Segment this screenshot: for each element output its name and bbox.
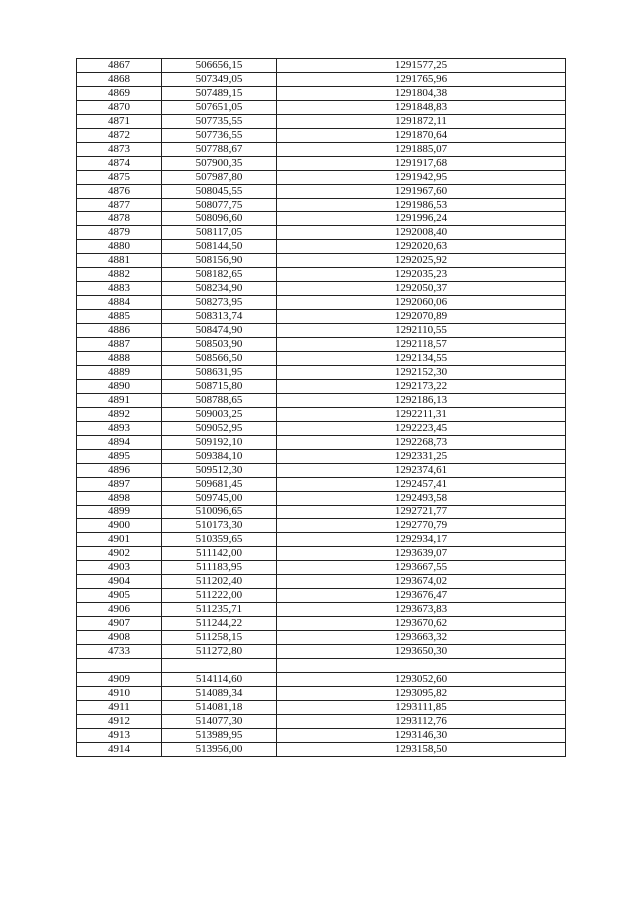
x-coordinate-cell: 511258,15 <box>162 631 277 645</box>
y-coordinate-cell: 1292374,61 <box>277 463 566 477</box>
table-row <box>77 128 566 142</box>
y-coordinate-cell: 1293674,02 <box>277 575 566 589</box>
x-coordinate-cell: 513956,00 <box>162 742 277 756</box>
y-coordinate-cell: 1293112,76 <box>277 714 566 728</box>
table-row <box>77 379 566 393</box>
point-number-cell: 4891 <box>77 393 162 407</box>
x-coordinate-cell: 513989,95 <box>162 728 277 742</box>
x-coordinate-cell: 511202,40 <box>162 575 277 589</box>
y-coordinate-cell: 1292025,92 <box>277 254 566 268</box>
point-number-cell: 4882 <box>77 268 162 282</box>
point-number-cell: 4899 <box>77 505 162 519</box>
point-number-cell: 4892 <box>77 407 162 421</box>
y-coordinate-cell: 1292934,17 <box>277 533 566 547</box>
table-row <box>77 463 566 477</box>
table-row <box>77 519 566 533</box>
x-coordinate-cell: 507736,55 <box>162 128 277 142</box>
table-row <box>77 212 566 226</box>
point-number-cell: 4872 <box>77 128 162 142</box>
point-number-cell: 4898 <box>77 491 162 505</box>
table-row <box>77 142 566 156</box>
x-coordinate-cell: 508156,90 <box>162 254 277 268</box>
x-coordinate-cell: 508144,50 <box>162 240 277 254</box>
table-row <box>77 114 566 128</box>
table-row <box>77 296 566 310</box>
y-coordinate-cell: 1291996,24 <box>277 212 566 226</box>
point-number-cell: 4873 <box>77 142 162 156</box>
x-coordinate-cell: 507987,80 <box>162 170 277 184</box>
y-coordinate-cell: 1292268,73 <box>277 435 566 449</box>
y-coordinate-cell: 1292211,31 <box>277 407 566 421</box>
point-number-cell: 4897 <box>77 477 162 491</box>
point-number-cell: 4910 <box>77 686 162 700</box>
point-number-cell: 4888 <box>77 352 162 366</box>
x-coordinate-cell: 509745,00 <box>162 491 277 505</box>
point-number-cell: 4884 <box>77 296 162 310</box>
x-coordinate-cell: 511244,22 <box>162 617 277 631</box>
x-coordinate-cell: 509192,10 <box>162 435 277 449</box>
point-number-cell: 4733 <box>77 645 162 659</box>
x-coordinate-cell: 508503,90 <box>162 338 277 352</box>
x-coordinate-cell: 509003,25 <box>162 407 277 421</box>
x-coordinate-cell: 507489,15 <box>162 86 277 100</box>
table-row <box>77 282 566 296</box>
y-coordinate-cell: 1291967,60 <box>277 184 566 198</box>
x-coordinate-cell: 507735,55 <box>162 114 277 128</box>
y-coordinate-cell: 1291942,95 <box>277 170 566 184</box>
y-coordinate-cell: 1291917,68 <box>277 156 566 170</box>
table-row <box>77 72 566 86</box>
table-row <box>77 561 566 575</box>
x-coordinate-cell <box>162 658 277 672</box>
y-coordinate-cell: 1291765,96 <box>277 72 566 86</box>
point-number-cell: 4904 <box>77 575 162 589</box>
x-coordinate-cell: 514089,34 <box>162 686 277 700</box>
y-coordinate-cell: 1292493,58 <box>277 491 566 505</box>
y-coordinate-cell: 1292110,55 <box>277 324 566 338</box>
y-coordinate-cell: 1291870,64 <box>277 128 566 142</box>
y-coordinate-cell: 1293650,30 <box>277 645 566 659</box>
x-coordinate-cell: 509384,10 <box>162 449 277 463</box>
table-row <box>77 547 566 561</box>
x-coordinate-cell: 508096,60 <box>162 212 277 226</box>
x-coordinate-cell: 511183,95 <box>162 561 277 575</box>
point-number-cell: 4909 <box>77 672 162 686</box>
point-number-cell: 4868 <box>77 72 162 86</box>
table-row <box>77 603 566 617</box>
y-coordinate-cell: 1292457,41 <box>277 477 566 491</box>
table-row <box>77 589 566 603</box>
x-coordinate-cell: 511142,00 <box>162 547 277 561</box>
point-number-cell: 4900 <box>77 519 162 533</box>
x-coordinate-cell: 510096,65 <box>162 505 277 519</box>
table-row <box>77 407 566 421</box>
coordinates-table <box>76 58 566 757</box>
x-coordinate-cell: 509052,95 <box>162 421 277 435</box>
table-row <box>77 658 566 672</box>
table-row <box>77 631 566 645</box>
point-number-cell: 4914 <box>77 742 162 756</box>
x-coordinate-cell: 511222,00 <box>162 589 277 603</box>
coordinates-table-body <box>77 59 566 757</box>
y-coordinate-cell: 1292186,13 <box>277 393 566 407</box>
x-coordinate-cell: 510173,30 <box>162 519 277 533</box>
point-number-cell: 4911 <box>77 700 162 714</box>
table-row <box>77 338 566 352</box>
y-coordinate-cell: 1293670,62 <box>277 617 566 631</box>
x-coordinate-cell: 509512,30 <box>162 463 277 477</box>
table-row <box>77 226 566 240</box>
table-row <box>77 352 566 366</box>
point-number-cell: 4875 <box>77 170 162 184</box>
point-number-cell: 4905 <box>77 589 162 603</box>
table-row <box>77 477 566 491</box>
y-coordinate-cell: 1291804,38 <box>277 86 566 100</box>
table-row <box>77 533 566 547</box>
y-coordinate-cell: 1293146,30 <box>277 728 566 742</box>
x-coordinate-cell: 514114,60 <box>162 672 277 686</box>
x-coordinate-cell: 507788,67 <box>162 142 277 156</box>
point-number-cell: 4885 <box>77 310 162 324</box>
y-coordinate-cell: 1292223,45 <box>277 421 566 435</box>
y-coordinate-cell: 1292721,77 <box>277 505 566 519</box>
point-number-cell: 4907 <box>77 617 162 631</box>
table-row <box>77 617 566 631</box>
x-coordinate-cell: 508045,55 <box>162 184 277 198</box>
x-coordinate-cell: 514077,30 <box>162 714 277 728</box>
y-coordinate-cell: 1293673,83 <box>277 603 566 617</box>
table-row <box>77 393 566 407</box>
x-coordinate-cell: 507900,35 <box>162 156 277 170</box>
x-coordinate-cell: 506656,15 <box>162 59 277 73</box>
y-coordinate-cell <box>277 658 566 672</box>
x-coordinate-cell: 508273,95 <box>162 296 277 310</box>
table-row <box>77 240 566 254</box>
point-number-cell: 4906 <box>77 603 162 617</box>
table-row <box>77 86 566 100</box>
point-number-cell: 4890 <box>77 379 162 393</box>
table-row <box>77 184 566 198</box>
table-row <box>77 100 566 114</box>
point-number-cell: 4895 <box>77 449 162 463</box>
point-number-cell: 4878 <box>77 212 162 226</box>
y-coordinate-cell: 1292331,25 <box>277 449 566 463</box>
x-coordinate-cell: 508234,90 <box>162 282 277 296</box>
point-number-cell: 4874 <box>77 156 162 170</box>
point-number-cell: 4879 <box>77 226 162 240</box>
table-row <box>77 268 566 282</box>
x-coordinate-cell: 508313,74 <box>162 310 277 324</box>
x-coordinate-cell: 508117,05 <box>162 226 277 240</box>
table-row <box>77 449 566 463</box>
point-number-cell: 4896 <box>77 463 162 477</box>
y-coordinate-cell: 1293639,07 <box>277 547 566 561</box>
table-row <box>77 324 566 338</box>
point-number-cell: 4889 <box>77 365 162 379</box>
y-coordinate-cell: 1293095,82 <box>277 686 566 700</box>
table-row <box>77 672 566 686</box>
y-coordinate-cell: 1293111,85 <box>277 700 566 714</box>
y-coordinate-cell: 1292770,79 <box>277 519 566 533</box>
point-number-cell: 4871 <box>77 114 162 128</box>
y-coordinate-cell: 1291577,25 <box>277 59 566 73</box>
table-row <box>77 700 566 714</box>
table-row <box>77 435 566 449</box>
x-coordinate-cell: 509681,45 <box>162 477 277 491</box>
table-row <box>77 421 566 435</box>
table-row <box>77 59 566 73</box>
table-row <box>77 254 566 268</box>
point-number-cell: 4869 <box>77 86 162 100</box>
table-row <box>77 686 566 700</box>
y-coordinate-cell: 1292008,40 <box>277 226 566 240</box>
x-coordinate-cell: 508077,75 <box>162 198 277 212</box>
point-number-cell: 4877 <box>77 198 162 212</box>
y-coordinate-cell: 1291872,11 <box>277 114 566 128</box>
x-coordinate-cell: 511272,80 <box>162 645 277 659</box>
y-coordinate-cell: 1292134,55 <box>277 352 566 366</box>
y-coordinate-cell: 1291986,53 <box>277 198 566 212</box>
point-number-cell <box>77 658 162 672</box>
y-coordinate-cell: 1292173,22 <box>277 379 566 393</box>
point-number-cell: 4901 <box>77 533 162 547</box>
point-number-cell: 4881 <box>77 254 162 268</box>
x-coordinate-cell: 508566,50 <box>162 352 277 366</box>
point-number-cell: 4908 <box>77 631 162 645</box>
y-coordinate-cell: 1291885,07 <box>277 142 566 156</box>
x-coordinate-cell: 510359,65 <box>162 533 277 547</box>
x-coordinate-cell: 508631,95 <box>162 365 277 379</box>
y-coordinate-cell: 1292050,37 <box>277 282 566 296</box>
x-coordinate-cell: 508715,80 <box>162 379 277 393</box>
point-number-cell: 4870 <box>77 100 162 114</box>
x-coordinate-cell: 507651,05 <box>162 100 277 114</box>
x-coordinate-cell: 508788,65 <box>162 393 277 407</box>
table-row <box>77 170 566 184</box>
point-number-cell: 4880 <box>77 240 162 254</box>
table-row <box>77 198 566 212</box>
y-coordinate-cell: 1293052,60 <box>277 672 566 686</box>
point-number-cell: 4893 <box>77 421 162 435</box>
y-coordinate-cell: 1293158,50 <box>277 742 566 756</box>
point-number-cell: 4887 <box>77 338 162 352</box>
y-coordinate-cell: 1293663,32 <box>277 631 566 645</box>
y-coordinate-cell: 1292035,23 <box>277 268 566 282</box>
x-coordinate-cell: 511235,71 <box>162 603 277 617</box>
point-number-cell: 4867 <box>77 59 162 73</box>
point-number-cell: 4894 <box>77 435 162 449</box>
x-coordinate-cell: 508474,90 <box>162 324 277 338</box>
y-coordinate-cell: 1293676,47 <box>277 589 566 603</box>
table-row <box>77 505 566 519</box>
point-number-cell: 4903 <box>77 561 162 575</box>
point-number-cell: 4883 <box>77 282 162 296</box>
y-coordinate-cell: 1292152,30 <box>277 365 566 379</box>
table-row <box>77 575 566 589</box>
y-coordinate-cell: 1293667,55 <box>277 561 566 575</box>
table-row <box>77 365 566 379</box>
point-number-cell: 4912 <box>77 714 162 728</box>
x-coordinate-cell: 507349,05 <box>162 72 277 86</box>
x-coordinate-cell: 508182,65 <box>162 268 277 282</box>
y-coordinate-cell: 1292060,06 <box>277 296 566 310</box>
point-number-cell: 4913 <box>77 728 162 742</box>
y-coordinate-cell: 1292070,89 <box>277 310 566 324</box>
point-number-cell: 4876 <box>77 184 162 198</box>
table-row <box>77 714 566 728</box>
point-number-cell: 4902 <box>77 547 162 561</box>
table-row <box>77 310 566 324</box>
point-number-cell: 4886 <box>77 324 162 338</box>
y-coordinate-cell: 1292118,57 <box>277 338 566 352</box>
x-coordinate-cell: 514081,18 <box>162 700 277 714</box>
table-row <box>77 645 566 659</box>
y-coordinate-cell: 1292020,63 <box>277 240 566 254</box>
y-coordinate-cell: 1291848,83 <box>277 100 566 114</box>
table-row <box>77 728 566 742</box>
table-row <box>77 491 566 505</box>
table-row <box>77 742 566 756</box>
table-row <box>77 156 566 170</box>
